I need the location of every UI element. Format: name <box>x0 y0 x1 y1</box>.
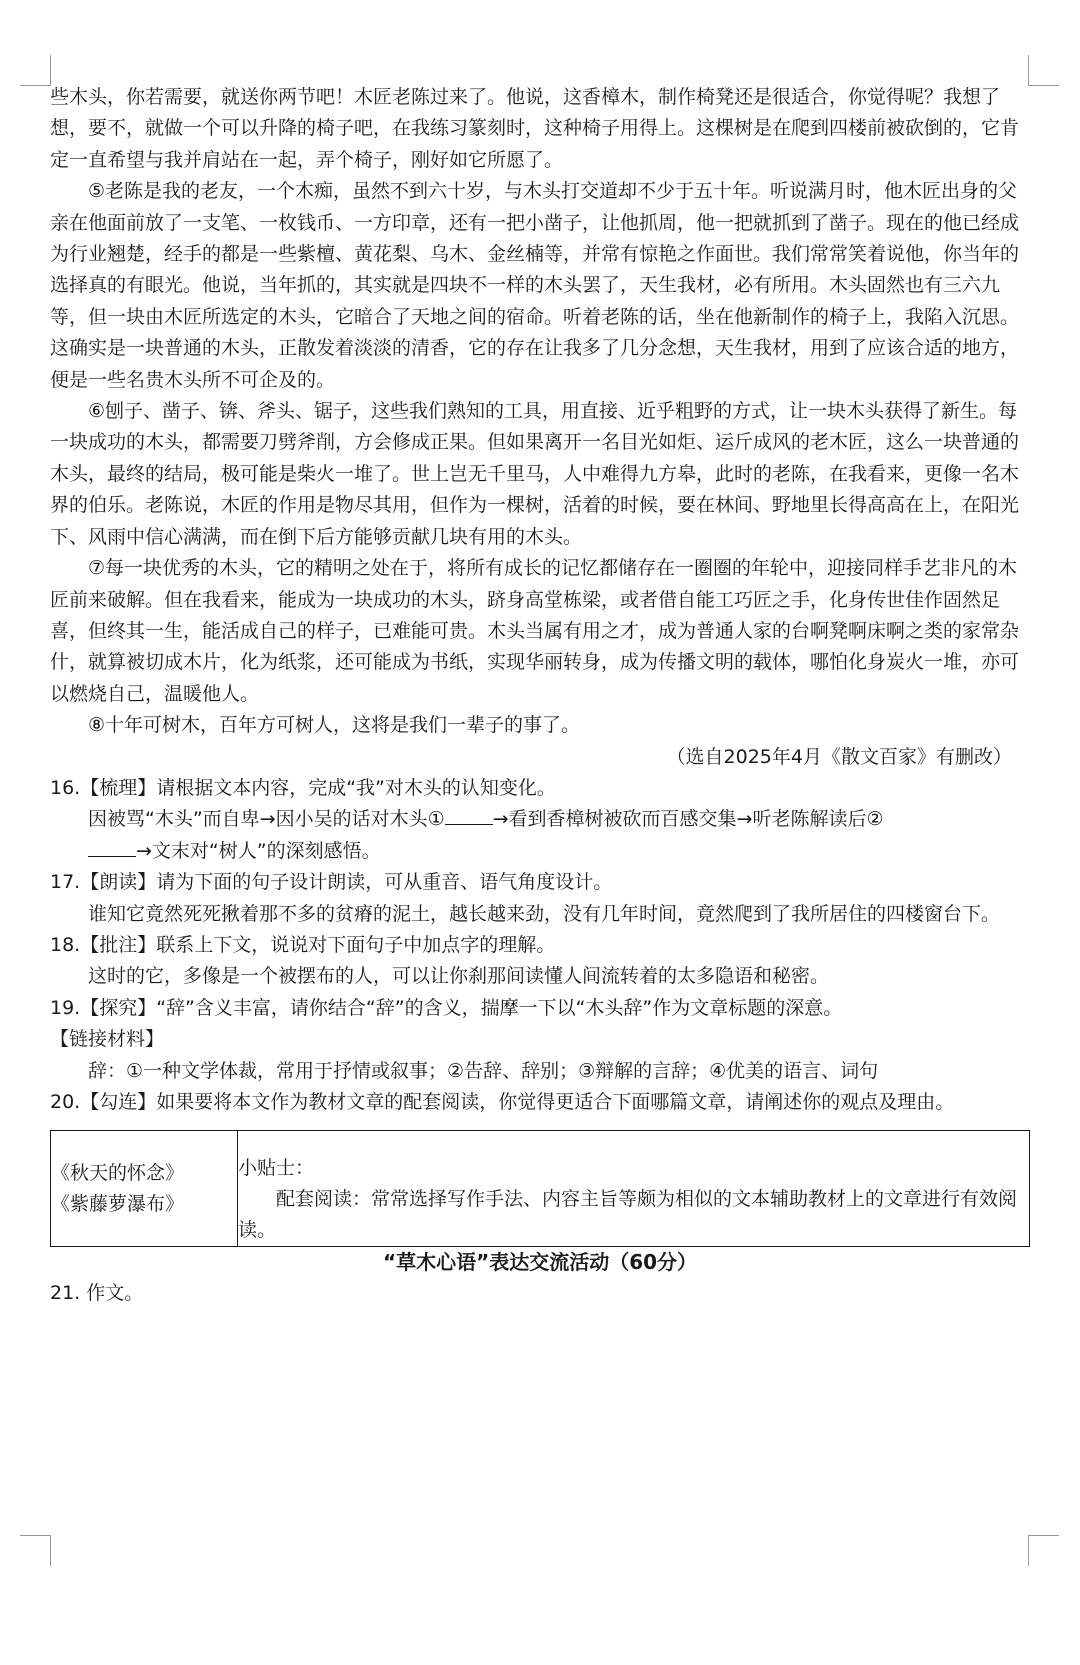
q16-part-a: 因被骂“木头”而自卑→因小吴的话对木头① <box>88 808 445 831</box>
question-17-stem: 17.【朗读】请为下面的句子设计朗读，可从重音、语气角度设计。 <box>50 871 613 894</box>
crop-mark-top-right <box>1028 55 1059 86</box>
question-21-stem: 21. 作文。 <box>50 1282 144 1305</box>
paragraph-6: ⑥刨子、凿子、锛、斧头、锯子，这些我们熟知的工具，用直接、近乎粗野的方式，让一块木头获得了新生。每一块成功的木头，都需要刀劈斧削，方会修成正果。但如果离开一名目光如炬、运斤成风的老木匠，这么一块普通的木头，最终的结局，极可能是柴火一堆了。世上岂无千里马，人中难得九方皋，此时的老陈，在我看来，更像一名木界的伯乐。老陈说，木匠的作用是物尽其用，但作为一棵树，活着的时候，要在林间、野地里长得高高在上，在阳光下、风雨中信心满满，而在倒下后方能够贡献几块有用的木头。 <box>50 400 1020 548</box>
paragraph-8: ⑧十年可树木，百年方可树人，这将是我们一辈子的事了。 <box>88 714 581 737</box>
tip-text: 配套阅读：常常选择写作手法、内容主旨等颇为相似的文本辅助教材上的文章进行有效阅读。 <box>238 1188 1018 1242</box>
question-20-stem: 20.【勾连】如果要将本文作为教材文章的配套阅读，你觉得更适合下面哪篇文章，请阐述你的观点及理由。 <box>50 1091 955 1113</box>
q16-part-c: →文末对“树人”的深刻感悟。 <box>136 839 381 862</box>
paragraph-5: ⑤老陈是我的老友，一个木痴，虽然不到六十岁，与木头打交道却不少于五十年。听说满月时，他木匠出身的父亲在他面前放了一支笔、一枚钱币、一方印章，还有一把小凿子，让他抓周，他一把就抓到了凿子。现在的他已经成为行业翘楚，经手的都是一些紫檀、黄花梨、乌木、金丝楠等，并常有惊艳之作面世。我们常常笑着说他，你当年的选择真的有眼光。他说，当年抓的，其实就是四块不一样的木头罢了，天生我材，必有所用。木头固然也有三六九等，但一块由木匠所选定的木头，它暗合了天地之间的宿命。听着老陈的话，坐在他新制作的椅子上，我陷入沉思。这确实是一块普通的木头，正散发着淡淡的清香，它的存在让我多了几分念想，天生我材，用到了应该合适的地方，便是一些名贵木头所不可企及的。 <box>50 180 1020 391</box>
answer-blank-1[interactable] <box>445 806 493 825</box>
question-18-stem: 18.【批注】联系上下文，说说对下面句子中加点字的理解。 <box>50 933 556 956</box>
question-16-stem: 16.【梳理】请根据文本内容，完成“我”对木头的认知变化。 <box>50 776 556 799</box>
source-citation: （选自2025年4月《散文百家》有删改） <box>666 745 1012 768</box>
link-material-text: 辞：①一种文学体裁，常用于抒情或叙事；②告辞、辞别；③辩解的言辞；④优美的语言、词句 <box>88 1059 879 1082</box>
book-title-1: 《秋天的怀念》 <box>51 1161 185 1184</box>
tip-cell <box>238 1131 1030 1247</box>
book-title-2: 《紫藤萝瀑布》 <box>51 1192 185 1215</box>
document-body <box>50 82 1030 1310</box>
activity-title: “草木心语”表达交流活动（60分） <box>382 1250 698 1275</box>
question-18-text: 这时的它，多像是一个被摆布的人，可以让你刹那间读懂人间流转着的太多隐语和秘密。 <box>88 965 830 988</box>
crop-mark-top-left <box>20 55 51 86</box>
paragraph-7: ⑦每一块优秀的木头，它的精明之处在于，将所有成长的记忆都储存在一圈圈的年轮中，迎接同样手艺非凡的木匠前来破解。但在我看来，能成为一块成功的木头，跻身高堂栋梁，或者借自能工巧匠之手，化身传世佳作固然足喜，但终其一生，能活成自己的样子，已难能可贵。木头当属有用之才，成为普通人家的台啊凳啊床啊之类的家常杂什，就算被切成木片，化为纸浆，还可能成为书纸，实现华丽转身，成为传播文明的载体，哪怕化身炭火一堆，亦可以燃烧自己，温暖他人。 <box>50 557 1020 705</box>
question-16-chain-cont <box>50 836 1030 867</box>
crop-mark-bottom-right <box>1028 1535 1059 1566</box>
tip-title: 小贴士： <box>238 1157 315 1180</box>
link-material-title: 【链接材料】 <box>50 1028 165 1051</box>
question-16-chain <box>50 804 1030 835</box>
reading-tip-table <box>50 1130 1030 1247</box>
question-17-text: 谁知它竟然死死揪着那不多的贫瘠的泥土，越长越来劲，没有几年时间，竟然爬到了我所居住的四楼窗台下。 <box>88 902 1001 925</box>
q16-part-b: →看到香樟树被砍而百感交集→听老陈解读后② <box>492 808 884 831</box>
crop-mark-bottom-left <box>20 1535 51 1566</box>
answer-blank-2[interactable] <box>88 838 136 857</box>
paragraph-4-tail: 些木头，你若需要，就送你两节吧！木匠老陈过来了。他说，这香樟木，制作椅凳还是很适合，你觉得呢？我想了想，要不，就做一个可以升降的椅子吧，在我练习篆刻时，这种椅子用得上。这棵树是在爬到四楼前被砍倒的，它肯定一直希望与我并肩站在一起，弄个椅子，刚好如它所愿了。 <box>50 86 1020 171</box>
book-list-cell <box>51 1131 238 1247</box>
question-19-stem: 19.【探究】“辞”含义丰富，请你结合“辞”的含义，揣摩一下以“木头辞”作为文章标题的深意。 <box>50 996 843 1019</box>
